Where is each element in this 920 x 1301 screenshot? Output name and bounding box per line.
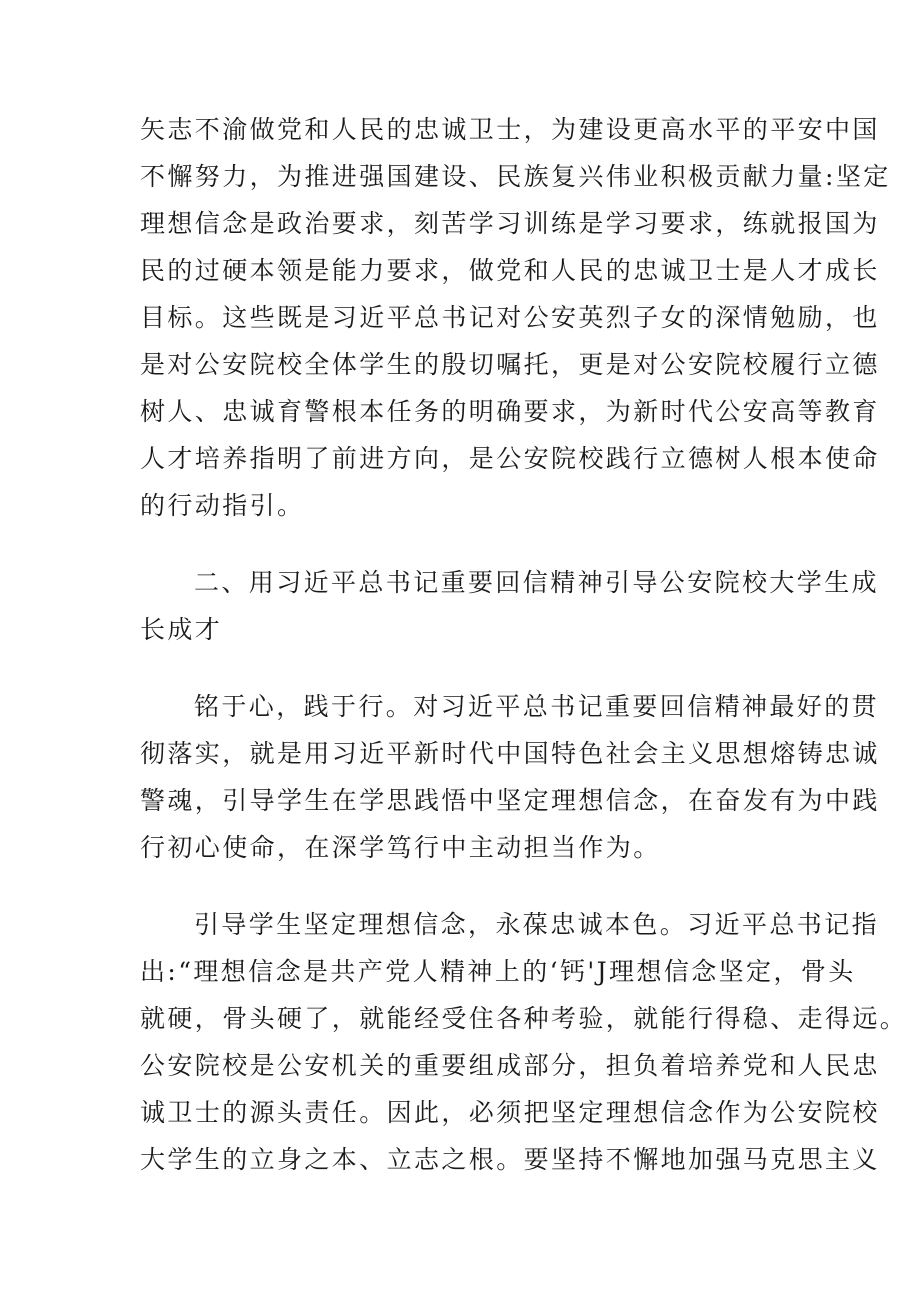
text-line: 不懈努力，为推进强国建设、民族复兴伟业积极贡献力量:坚定 xyxy=(140,162,891,191)
paragraph-2 xyxy=(140,683,880,871)
text-line: 是对公安院校全体学生的殷切嘱托，更是对公安院校履行立德 xyxy=(140,350,880,379)
text-line: 理想信念是政治要求，刻苦学习训练是学习要求，练就报国为 xyxy=(140,209,880,238)
text-line: 树人、忠诚育警根本任务的明确要求，为新时代公安高等教育 xyxy=(140,397,880,426)
text-line: 出:“理想信念是共产党人精神上的‘钙'J理想信念坚定，骨头 xyxy=(140,957,856,986)
text-line: 诚卫士的源头责任。因此，必须把坚定理想信念作为公安院校 xyxy=(140,1098,880,1127)
paragraph-1 xyxy=(140,106,891,529)
text-line: 目标。这些既是习近平总书记对公安英烈子女的深情勉励，也 xyxy=(140,303,880,332)
text-line: 大学生的立身之本、立志之根。要坚持不懈地加强马克思主义 xyxy=(140,1145,880,1174)
paragraph-spacer xyxy=(140,529,790,559)
text-line: 的行动指引。 xyxy=(140,491,305,520)
document-body xyxy=(140,106,908,1183)
paragraph-spacer xyxy=(140,653,790,683)
heading-line: 二、用习近平总书记重要回信精神引导公安院校大学生成 xyxy=(194,568,880,597)
text-line: 民的过硬本领是能力要求，做党和人民的忠诚卫士是人才成长 xyxy=(140,256,880,285)
text-line: 彻落实，就是用习近平新时代中国特色社会主义思想熔铸忠诚 xyxy=(140,739,880,768)
text-line: 就硬，骨头硬了，就能经受住各种考验，就能行得稳、走得远。 xyxy=(140,1004,908,1033)
text-line: 警魂，引导学生在学思践悟中坚定理想信念，在奋发有为中践 xyxy=(140,786,880,815)
text-line: 铭于心，践于行。对习近平总书记重要回信精神最好的贯 xyxy=(194,692,880,721)
heading-line: 长成才 xyxy=(140,615,223,644)
text-line: 引导学生坚定理想信念，永葆忠诚本色。习近平总书记指 xyxy=(194,910,880,939)
text-line: 行初心使命，在深学笃行中主动担当作为。 xyxy=(140,833,661,862)
paragraph-3 xyxy=(140,901,908,1183)
text-line: 公安院校是公安机关的重要组成部分，担负着培养党和人民忠 xyxy=(140,1051,880,1080)
section-heading xyxy=(140,559,880,653)
text-line: 人才培养指明了前进方向，是公安院校践行立德树人根本使命 xyxy=(140,444,880,473)
paragraph-spacer xyxy=(140,871,790,901)
text-line: 矢志不渝做党和人民的忠诚卫士，为建设更高水平的平安中国 xyxy=(140,115,880,144)
